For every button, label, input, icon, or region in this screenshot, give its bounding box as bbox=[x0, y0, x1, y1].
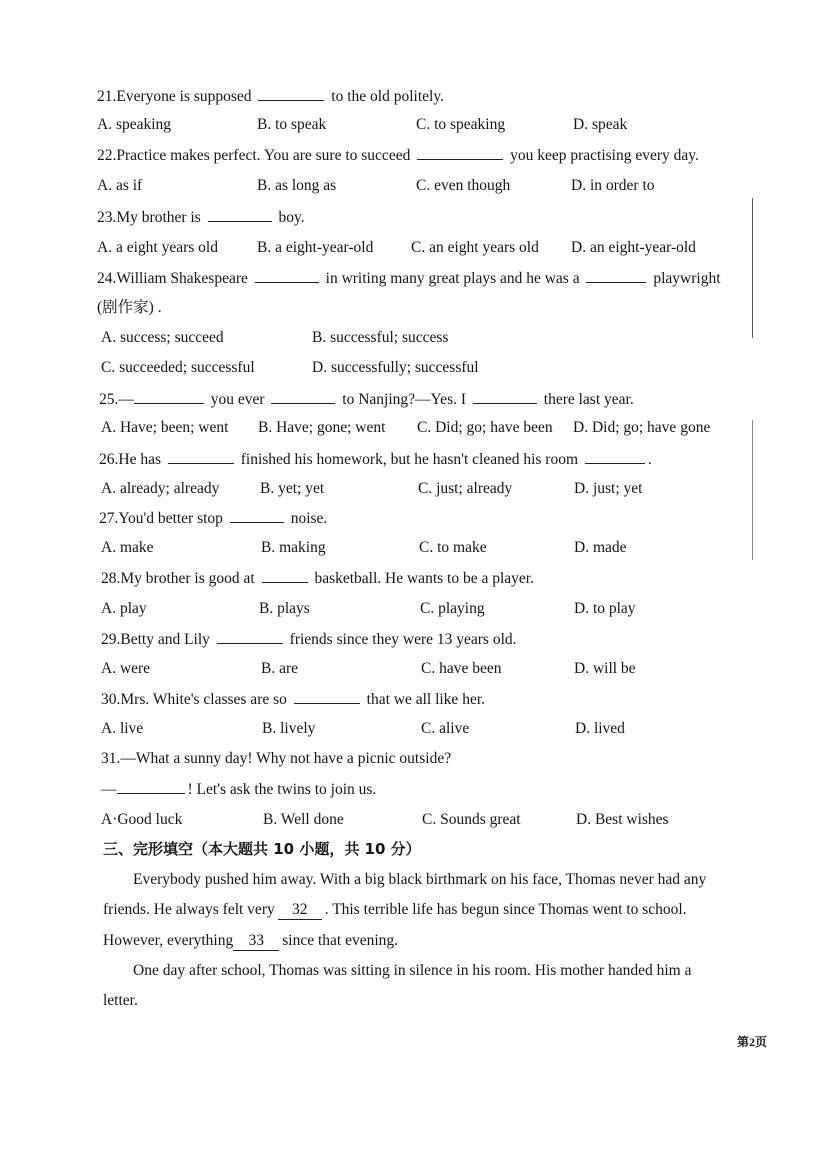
option-c: C. have been bbox=[421, 660, 502, 677]
option-b: B. Well done bbox=[263, 811, 344, 828]
stem-text: Practice makes perfect. You are sure to succeed bbox=[116, 147, 411, 164]
option-c: C. even though bbox=[416, 177, 511, 194]
option-a: A. Have; been; went bbox=[101, 419, 229, 436]
question-number: 30 bbox=[101, 691, 117, 708]
answer-blank bbox=[585, 449, 645, 464]
option-b: B. are bbox=[261, 660, 299, 677]
option-a: A. speaking bbox=[97, 116, 172, 133]
stem-text: you keep practising every day. bbox=[510, 147, 699, 164]
option-d: D. in order to bbox=[571, 177, 655, 194]
question-number: 27 bbox=[99, 510, 115, 527]
option-c: C. Sounds great bbox=[422, 811, 521, 828]
stem-text: that we all like her. bbox=[366, 691, 486, 708]
answer-blank bbox=[586, 268, 646, 283]
option-c: C. an eight years old bbox=[411, 239, 539, 256]
question-21-stem: 21.Everyone is supposed to the old politely. bbox=[97, 88, 444, 105]
answer-blank bbox=[294, 689, 360, 704]
passage-line bbox=[103, 900, 687, 920]
question-25-stem: 25.— you ever to Nanjing?—Yes. I there last year. bbox=[99, 391, 634, 408]
option-b: B. to speak bbox=[257, 116, 327, 133]
stem-text: in writing many great plays and he was a bbox=[325, 270, 580, 287]
option-a: A. were bbox=[101, 660, 151, 677]
stem-text: — bbox=[101, 781, 117, 798]
option-d: D. made bbox=[574, 539, 627, 556]
option-c: C. to speaking bbox=[416, 116, 506, 133]
page-number: 第2页 bbox=[737, 1035, 768, 1049]
answer-blank bbox=[417, 145, 503, 160]
stem-text: basketball. He wants to be a player. bbox=[314, 570, 534, 587]
answer-blank bbox=[473, 389, 537, 404]
question-22-stem: 22.Practice makes perfect. You are sure to succeed you keep practising every day. bbox=[97, 147, 699, 164]
option-a: A. success; succeed bbox=[101, 329, 224, 346]
option-d: D. lived bbox=[575, 720, 625, 737]
answer-blank bbox=[168, 449, 234, 464]
option-d: D. will be bbox=[574, 660, 636, 677]
question-number: 29 bbox=[101, 631, 117, 648]
passage-text: However, everything bbox=[103, 932, 234, 949]
stem-text: . bbox=[647, 451, 652, 468]
question-27-stem: 27.You'd better stop noise. bbox=[99, 510, 328, 527]
passage-text: since that evening. bbox=[282, 932, 399, 949]
answer-blank bbox=[117, 779, 185, 794]
question-31-stem: 31.—What a sunny day! Why not have a picnic outside? bbox=[101, 750, 452, 767]
stem-text: you ever bbox=[210, 391, 265, 408]
option-c: C. playing bbox=[420, 600, 485, 617]
answer-blank bbox=[255, 268, 319, 283]
option-d: D. an eight-year-old bbox=[571, 239, 696, 256]
question-number: 24 bbox=[97, 270, 113, 287]
question-28-stem: 28.My brother is good at basketball. He wants to be a player. bbox=[101, 570, 534, 587]
answer-blank bbox=[262, 568, 308, 583]
stem-text: Mrs. White's classes are so bbox=[120, 691, 287, 708]
stem-text: there last year. bbox=[543, 391, 634, 408]
stem-text: You'd better stop bbox=[118, 510, 223, 527]
answer-blank bbox=[217, 629, 283, 644]
section-title: 三、完形填空（本大题共 10 小题，共 10 分） bbox=[103, 840, 421, 858]
option-d: D. just; yet bbox=[574, 480, 643, 497]
stem-text: to the old politely. bbox=[331, 88, 444, 105]
stem-text: Everyone is supposed bbox=[116, 88, 252, 105]
question-number: 25 bbox=[99, 391, 115, 408]
question-24-stem-line2: (剧作家) . bbox=[97, 299, 162, 316]
option-c: C. succeeded; successful bbox=[101, 359, 255, 376]
option-a: A. live bbox=[101, 720, 144, 737]
stem-text: He has bbox=[118, 451, 161, 468]
question-number: 23 bbox=[97, 209, 113, 226]
answer-blank bbox=[230, 508, 284, 523]
passage-line: Everybody pushed him away. With a big black birthmark on his face, Thomas never had any bbox=[133, 871, 707, 888]
answer-blank bbox=[271, 389, 335, 404]
option-b: B. lively bbox=[262, 720, 316, 737]
option-b: B. making bbox=[261, 539, 326, 556]
stem-text: — bbox=[118, 391, 134, 408]
question-number: 31 bbox=[101, 750, 117, 767]
option-b: B. a eight-year-old bbox=[257, 239, 374, 256]
option-c: C. Did; go; have been bbox=[417, 419, 553, 436]
question-31-stem-line2 bbox=[101, 779, 376, 800]
stem-text: friends since they were 13 years old. bbox=[289, 631, 517, 648]
option-b: B. as long as bbox=[257, 177, 337, 194]
option-c: C. alive bbox=[421, 720, 470, 737]
cloze-blank-33: 33 bbox=[233, 932, 279, 951]
question-29-stem: 29.Betty and Lily friends since they were 13 years old. bbox=[101, 631, 517, 648]
stem-text: noise. bbox=[290, 510, 328, 527]
answer-blank bbox=[208, 207, 272, 222]
option-c: C. just; already bbox=[418, 480, 513, 497]
option-d: D. Did; go; have gone bbox=[573, 419, 711, 436]
scan-edge-line bbox=[752, 198, 753, 338]
option-a: A. make bbox=[101, 539, 154, 556]
passage-text: friends. He always felt very bbox=[103, 901, 275, 918]
option-a: A. a eight years old bbox=[97, 239, 218, 256]
answer-blank bbox=[134, 389, 204, 404]
question-24-stem: 24.William Shakespeare in writing many great plays and he was a playwright bbox=[97, 270, 721, 287]
passage-line bbox=[103, 931, 398, 951]
question-number: 21 bbox=[97, 88, 113, 105]
option-d: D. Best wishes bbox=[576, 811, 669, 828]
option-b: B. Have; gone; went bbox=[258, 419, 386, 436]
stem-text: finished his homework, but he hasn't cleaned his room bbox=[240, 451, 579, 468]
passage-line: One day after school, Thomas was sitting in silence in his room. His mother handed him a bbox=[133, 962, 692, 979]
option-a: A·Good luck bbox=[101, 811, 183, 828]
question-number: 26 bbox=[99, 451, 115, 468]
stem-text: playwright bbox=[653, 270, 721, 287]
stem-text: William Shakespeare bbox=[116, 270, 248, 287]
question-23-stem: 23.My brother is boy. bbox=[97, 209, 305, 226]
option-b: B. yet; yet bbox=[260, 480, 325, 497]
option-c: C. to make bbox=[419, 539, 487, 556]
passage-text: . This terrible life has begun since Thomas went to school. bbox=[324, 901, 687, 918]
option-d: D. successfully; successful bbox=[312, 359, 479, 376]
scan-edge-line bbox=[752, 420, 753, 560]
question-30-stem: 30.Mrs. White's classes are so that we all like her. bbox=[101, 691, 486, 708]
option-d: D. speak bbox=[573, 116, 628, 133]
stem-text: My brother is bbox=[116, 209, 201, 226]
question-number: 22 bbox=[97, 147, 113, 164]
option-a: A. already; already bbox=[101, 480, 220, 497]
option-d: D. to play bbox=[574, 600, 636, 617]
stem-text: to Nanjing?—Yes. I bbox=[342, 391, 467, 408]
option-a: A. as if bbox=[97, 177, 143, 194]
passage-line: letter. bbox=[103, 992, 138, 1009]
stem-text: ! Let's ask the twins to join us. bbox=[187, 781, 377, 798]
option-b: B. plays bbox=[259, 600, 310, 617]
answer-blank bbox=[258, 86, 324, 101]
stem-text: Betty and Lily bbox=[120, 631, 210, 648]
option-b: B. successful; success bbox=[312, 329, 449, 346]
option-a: A. play bbox=[101, 600, 147, 617]
question-26-stem: 26.He has finished his homework, but he hasn't cleaned his room . bbox=[99, 451, 652, 468]
cloze-blank-32: 32 bbox=[278, 901, 322, 920]
stem-text: My brother is good at bbox=[120, 570, 255, 587]
stem-text: boy. bbox=[278, 209, 305, 226]
stem-text: —What a sunny day! Why not have a picnic outside? bbox=[120, 750, 452, 767]
question-number: 28 bbox=[101, 570, 117, 587]
